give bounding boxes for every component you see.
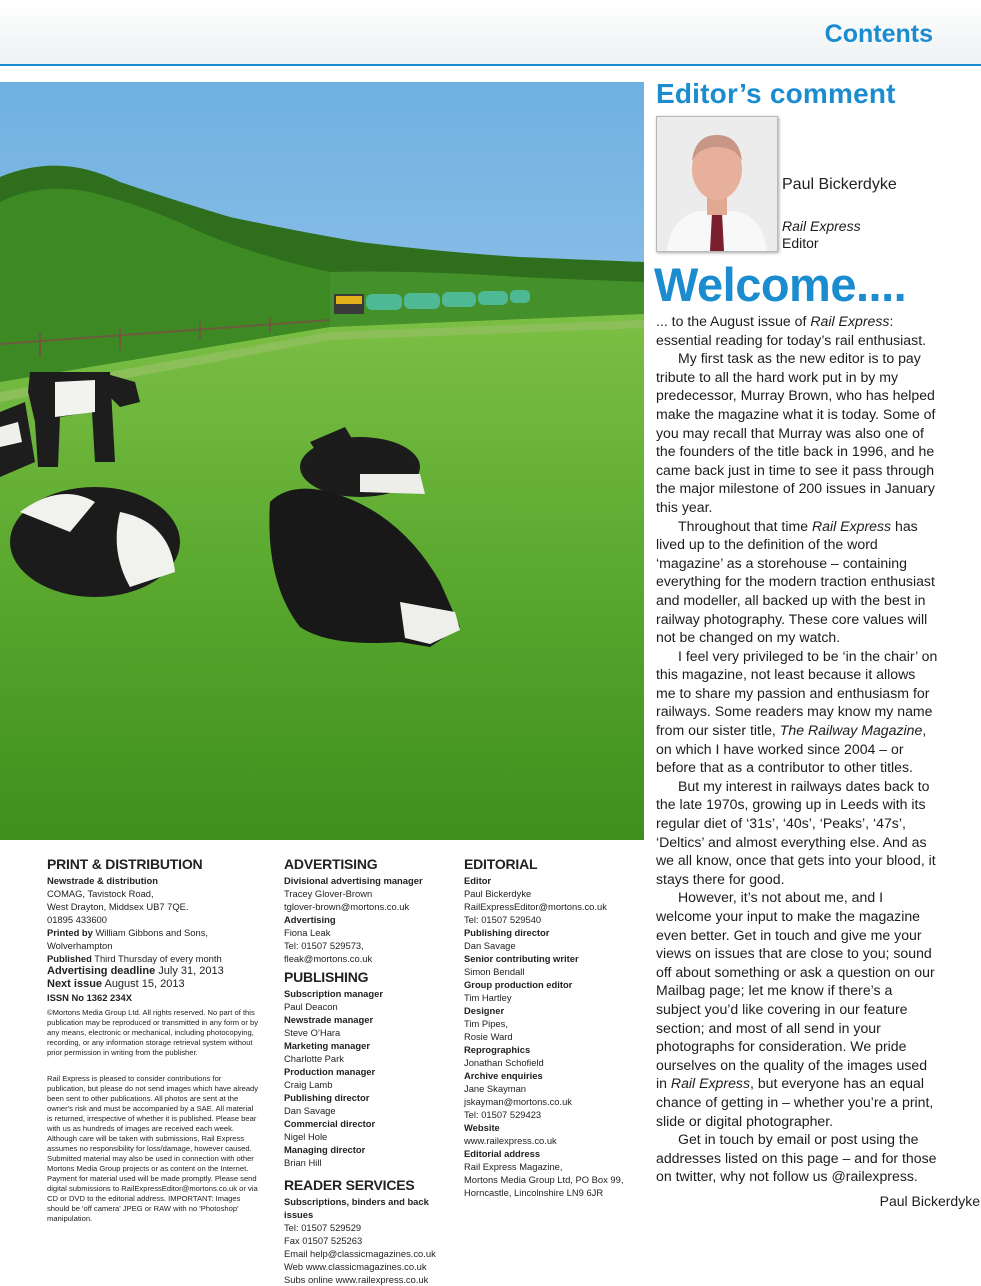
publishing-heading: PUBLISHING — [284, 969, 369, 985]
ed-value: www.railexpress.co.uk — [464, 1135, 557, 1146]
adv-label: Advertising — [284, 914, 336, 925]
ed-value: Tim Pipes, — [464, 1018, 508, 1029]
editorial-column — [464, 856, 624, 1199]
welcome-title: Welcome.... — [654, 258, 907, 311]
advertising-deadline: Advertising deadline July 31, 2013 — [47, 965, 224, 977]
pub-label: Subscription manager — [284, 988, 383, 999]
ed-value: Horncastle, Lincolnshire LN9 6JR — [464, 1187, 604, 1198]
pub-value: Steve O’Hara — [284, 1027, 341, 1038]
pub-value: Dan Savage — [284, 1105, 336, 1116]
next-issue: Next issue August 15, 2013 — [47, 978, 185, 990]
pub-value: Paul Deacon — [284, 1001, 338, 1012]
editor-portrait — [656, 116, 778, 252]
editorial-list — [464, 874, 624, 1199]
pub-value: Brian Hill — [284, 1157, 322, 1168]
reader-services-heading: READER SERVICES — [284, 1177, 415, 1193]
pub-label: Managing director — [284, 1144, 366, 1155]
copyright-notice: ©Mortons Media Group Ltd. All rights reserved. No part of this publication may be reproduced or transmitted in any form or by any means, electronic or mechanical, including photocopying, recording, or any information storage retrieval system without prior permission in writing from the publisher. — [47, 1008, 259, 1057]
ed-label: Editor — [464, 875, 492, 886]
paragraph-5: However, it’s not about me, and I welcome your input to make the magazine even better. Get in touch and give me your views on issues that are close to you; sound off about something or ask a question on our Mailbag page; let me know if there’s a subject you’d like covering in our feature section; and most of all send in your photographs for consideration. We pride ourselves on the quality of the images used in Rail Express, but everyone has an equal chance of getting in – whether you’re a print, slide or digital photographer. — [656, 889, 935, 1129]
cow-lying-left — [10, 487, 180, 597]
ed-label: Reprographics — [464, 1044, 531, 1055]
editor-column — [654, 76, 980, 1211]
editor-body — [656, 312, 980, 1211]
paragraph-2: Throughout that time Rail Express has lived up to the definition of the word ‘magazine’ as a storehouse – containing everything for the modern traction enthusiast and modeller, all backed up with the best in railway photography. These core values will not be changed on my watch. — [656, 517, 935, 646]
ed-label: Publishing director — [464, 927, 550, 938]
adv-value: Tracey Glover-Brown — [284, 888, 373, 899]
ed-value: Tel: 01507 529423 — [464, 1109, 542, 1120]
advertising-list — [284, 874, 450, 965]
editorial-heading: EDITORIAL — [464, 856, 538, 872]
pub-label: Production manager — [284, 1066, 376, 1077]
ed-value: Jonathan Schofield — [464, 1057, 544, 1068]
newstrade-line: COMAG, Tavistock Road, — [47, 888, 154, 899]
ed-value: Mortons Media Group Ltd, PO Box 99, — [464, 1174, 624, 1185]
advertising-publishing-column — [284, 856, 450, 1286]
adv-value: Fiona Leak — [284, 927, 331, 938]
reader-value: Web www.classicmagazines.co.uk — [284, 1261, 427, 1272]
pub-label: Commercial director — [284, 1118, 376, 1129]
newstrade-label: Newstrade & distribution — [47, 875, 158, 886]
newstrade-line: 01895 433600 — [47, 914, 107, 925]
reader-services-list — [284, 1195, 450, 1286]
reader-label: Subscriptions, binders and back issues — [284, 1196, 429, 1220]
printed-by: Printed by William Gibbons and Sons, Wolverhampton — [47, 927, 208, 951]
ed-value: Rail Express Magazine, — [464, 1161, 563, 1172]
ed-value: Paul Bickerdyke — [464, 888, 532, 899]
cover-photo — [0, 82, 644, 840]
editor-name: Paul Bickerdyke — [782, 176, 897, 193]
person-silhouette-icon — [657, 117, 777, 251]
ed-value: jskayman@mortons.co.uk — [464, 1096, 572, 1107]
print-heading: PRINT & DISTRIBUTION — [47, 856, 203, 872]
paragraph-6: Get in touch by email or post using the addresses listed on this page – and for those on twitter, why not follow us @railexpress. — [656, 1131, 937, 1185]
ed-value: Dan Savage — [464, 940, 516, 951]
cows-field-illustration — [0, 82, 644, 840]
editor-publication-block — [782, 218, 861, 252]
section-title: Contents — [824, 20, 933, 48]
pub-value: Charlotte Park — [284, 1053, 344, 1064]
pub-value: Nigel Hole — [284, 1131, 328, 1142]
pub-label: Marketing manager — [284, 1040, 370, 1051]
intro-paragraph: ... to the August issue of Rail Express: essential reading for today’s rail enthusiast. — [656, 313, 927, 348]
ed-label: Group production editor — [464, 979, 573, 990]
paragraph-3: I feel very privileged to be ‘in the chair’ on this magazine, not least because it allows me to share my passion and enthusiasm for railways. Some readers may know my name from our sister title, The Railway Magazine, on which I have worked since 2004 – or before that as a contributor to other titles. — [656, 647, 938, 776]
ed-label: Website — [464, 1122, 500, 1133]
reader-value: Subs online www.railexpress.co.uk — [284, 1274, 429, 1285]
publishing-list — [284, 987, 450, 1169]
editor-signature: Paul Bickerdyke — [879, 1192, 980, 1209]
pub-label: Newstrade manager — [284, 1014, 374, 1025]
adv-label: Divisional advertising manager — [284, 875, 423, 886]
ed-label: Editorial address — [464, 1148, 541, 1159]
paragraph-4: But my interest in railways dates back to the late 1970s, growing up in Leeds with its regular diet of ‘31s’, ‘40s’, ‘Peaks’, ‘47s’, ‘Deltics’ and almost everything else. And as we all know, once that gets into your blood, it stays there for good. — [656, 777, 936, 887]
ed-value: Rosie Ward — [464, 1031, 513, 1042]
ed-label: Archive enquiries — [464, 1070, 543, 1081]
pub-label: Publishing director — [284, 1092, 370, 1103]
newstrade-line: West Drayton, Middsex UB7 7QE. — [47, 901, 189, 912]
reader-value: Fax 01507 525263 — [284, 1235, 363, 1246]
ed-value: Tel: 01507 529540 — [464, 914, 542, 925]
ed-label: Designer — [464, 1005, 505, 1016]
adv-value: tglover-brown@mortons.co.uk — [284, 901, 410, 912]
advertising-heading: ADVERTISING — [284, 856, 378, 872]
reader-value: Email help@classicmagazines.co.uk — [284, 1248, 436, 1259]
submissions-notice: Rail Express is pleased to consider contributions for publication, but please do not send images which have already been sent to other publications. All photos are sent at the owner's risk and must be accompanied by a SAE. All material is returned, irrespective of whether it is published. Please bear with us as hundreds of images are received each week. Although care will be taken with submissions, Rail Express assumes no responsibility for loss/damage, however caused. Submitted material may also be used in connection with other Mortons Media Group projects or as content on the Internet. Payment for material used will be made promptly. Please send digital submissions to RailExpressEditor@mortons.co.uk or via CD or DVD to the editorial address. IMPORTANT: Images should be 'off camera' JPEG or RAW with no 'Photoshop' manipulation. — [47, 1074, 259, 1223]
pub-value: Craig Lamb — [284, 1079, 333, 1090]
ed-value: Jane Skayman — [464, 1083, 527, 1094]
issn: ISSN No 1362 234X — [47, 992, 132, 1003]
reader-value: Tel: 01507 529529 — [284, 1222, 362, 1233]
print-distribution-column — [47, 856, 259, 1224]
adv-value: Tel: 01507 529573, fleak@mortons.co.uk — [284, 940, 373, 964]
ed-value: Simon Bendall — [464, 966, 525, 977]
ed-label: Senior contributing writer — [464, 953, 579, 964]
published: Published Third Thursday of every month — [47, 953, 222, 964]
editor-publication: Rail Express — [782, 218, 861, 234]
paragraph-1: My first task as the new editor is to pay tribute to all the hard work put in by my predecessor, Murray Brown, who has helped make the magazine what it is today. Some of you may recall that Murray was also one of the founders of the title back in 1996, and he came back just in time to see it pass through the major milestone of 200 issues in January this year. — [656, 350, 936, 515]
editor-role: Editor — [782, 235, 819, 251]
ed-value: RailExpressEditor@mortons.co.uk — [464, 901, 607, 912]
ed-value: Tim Hartley — [464, 992, 512, 1003]
editor-heading: Editor’s comment — [656, 78, 896, 109]
editor-byline — [656, 116, 938, 256]
